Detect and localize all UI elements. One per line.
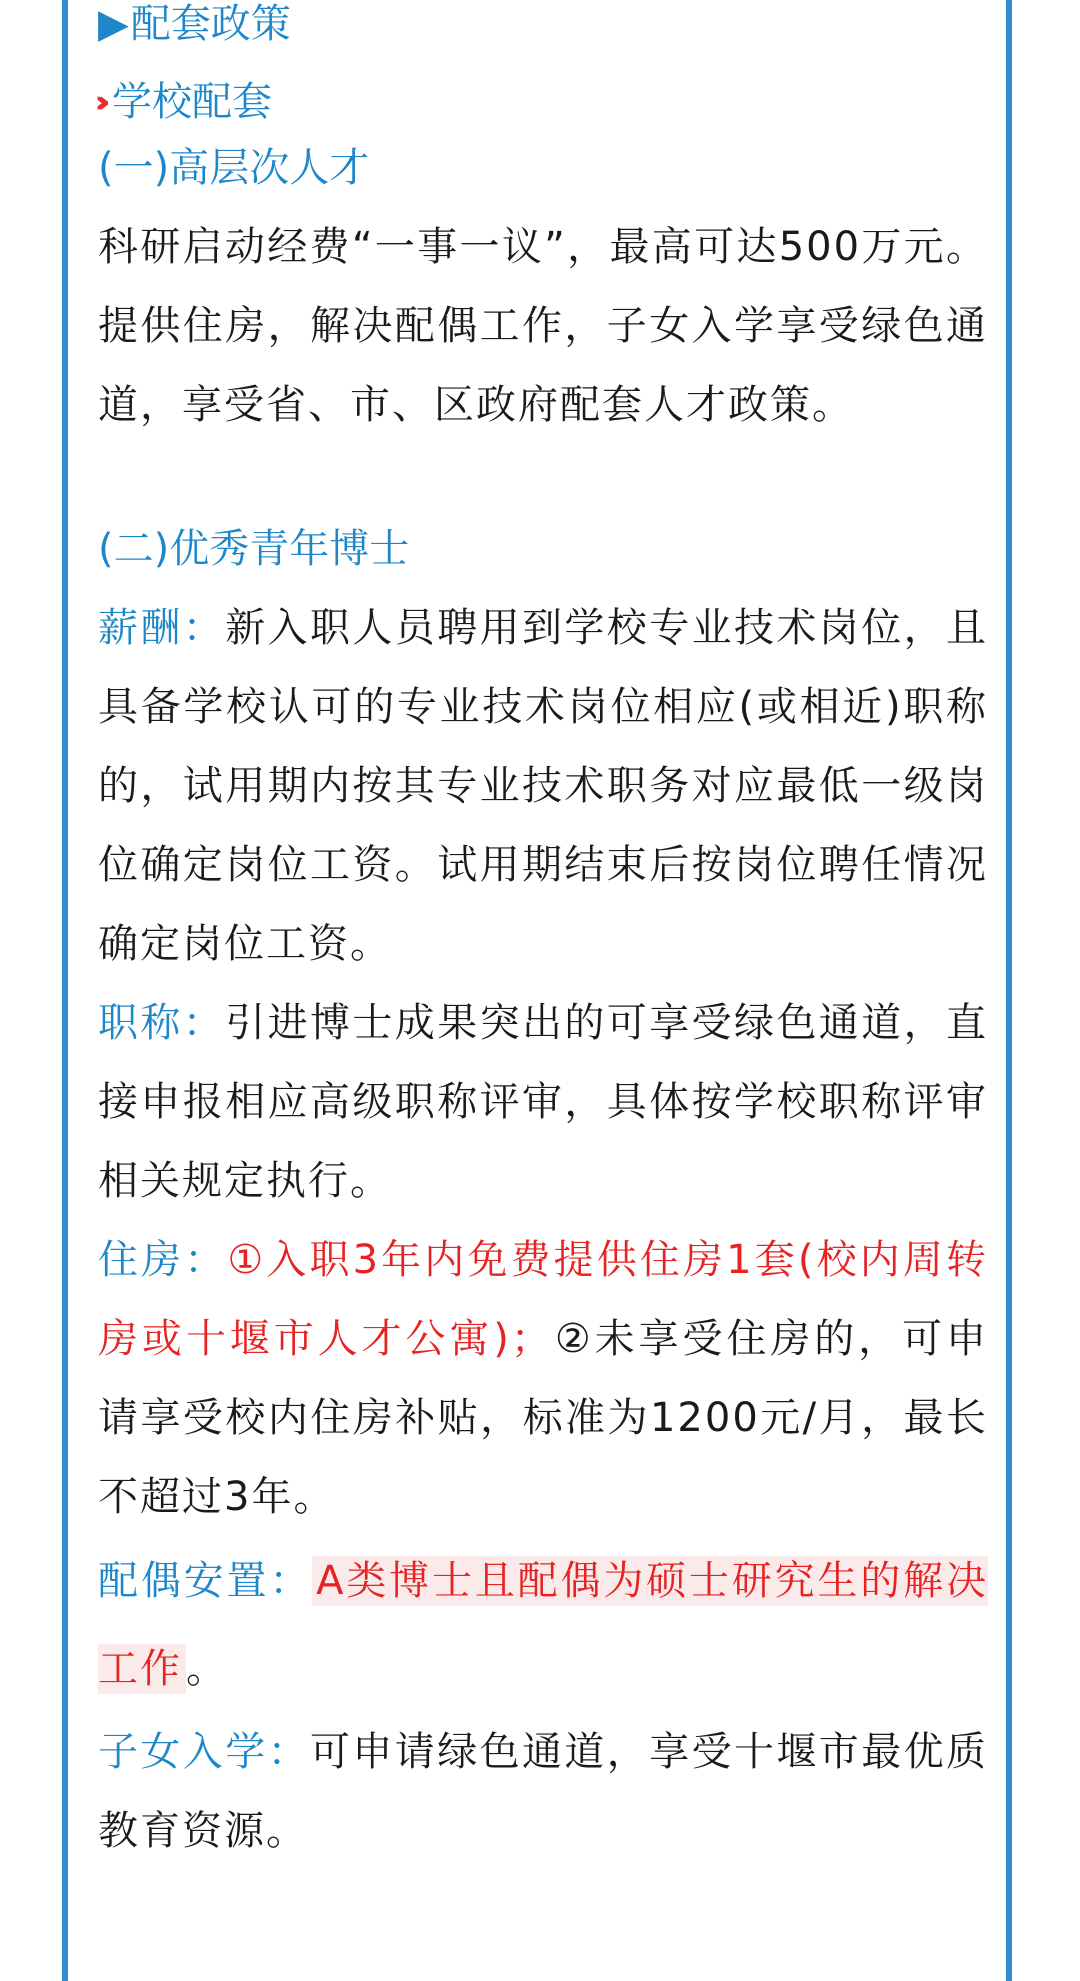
salary-text: 新入职人员聘用到学校专业技术岗位，且具备学校认可的专业技术岗位相应(或相近)职称的，试用期内按其专业技术职务对应最低一级岗位确定岗位工资。试用期结束后按岗位聘任情况确定岗位工资。 — [98, 605, 989, 967]
section-title-text: 配套政策 — [130, 1, 291, 47]
part1-heading: (一)高层次人才 — [98, 145, 370, 191]
spouse-label: 配偶安置： — [98, 1558, 313, 1604]
part2-heading: (二)优秀青年博士 — [98, 526, 410, 572]
section-title — [98, 0, 988, 48]
title-rank-text: 引进博士成果突出的可享受绿色通道，直接申报相应高级职称评审，具体按学校职称评审相关规定执行。 — [98, 1000, 989, 1204]
children-label: 子女入学： — [98, 1729, 310, 1775]
article-content — [98, 0, 988, 1871]
spacer — [98, 445, 988, 509]
triangle-right-icon: ▶ — [98, 1, 129, 47]
title-rank-label: 职称： — [98, 1000, 226, 1046]
salary-paragraph — [98, 589, 988, 984]
children-text: 可申请绿色通道，享受十堰市最优质教育资源。 — [98, 1729, 988, 1854]
housing-highlight: ①入职3年内免费提供住房1套(校内周转房或十堰市人才公寓)； — [98, 1237, 988, 1362]
subsection-title — [98, 76, 988, 128]
spouse-paragraph — [98, 1537, 988, 1713]
part1-body: 科研启动经费“一事一议”，最高可达500万元。提供住房，解决配偶工作，子女入学享受绿色通道，享受省、市、区政府配套人才政策。 — [98, 224, 988, 428]
housing-label: 住房： — [98, 1237, 228, 1283]
housing-text: ②未享受住房的，可申请享受校内住房补贴，标准为1200元/月，最长不超过3年。 — [98, 1316, 989, 1520]
salary-label: 薪酬： — [98, 605, 226, 651]
spouse-highlight: A类博士且配偶为硕士研究生的解决工作 — [98, 1558, 988, 1692]
housing-paragraph — [98, 1221, 988, 1537]
children-paragraph — [98, 1713, 988, 1871]
spouse-tail: 。 — [186, 1646, 228, 1692]
title-rank-paragraph — [98, 984, 988, 1221]
subsection-title-text: 学校配套 — [112, 79, 272, 125]
